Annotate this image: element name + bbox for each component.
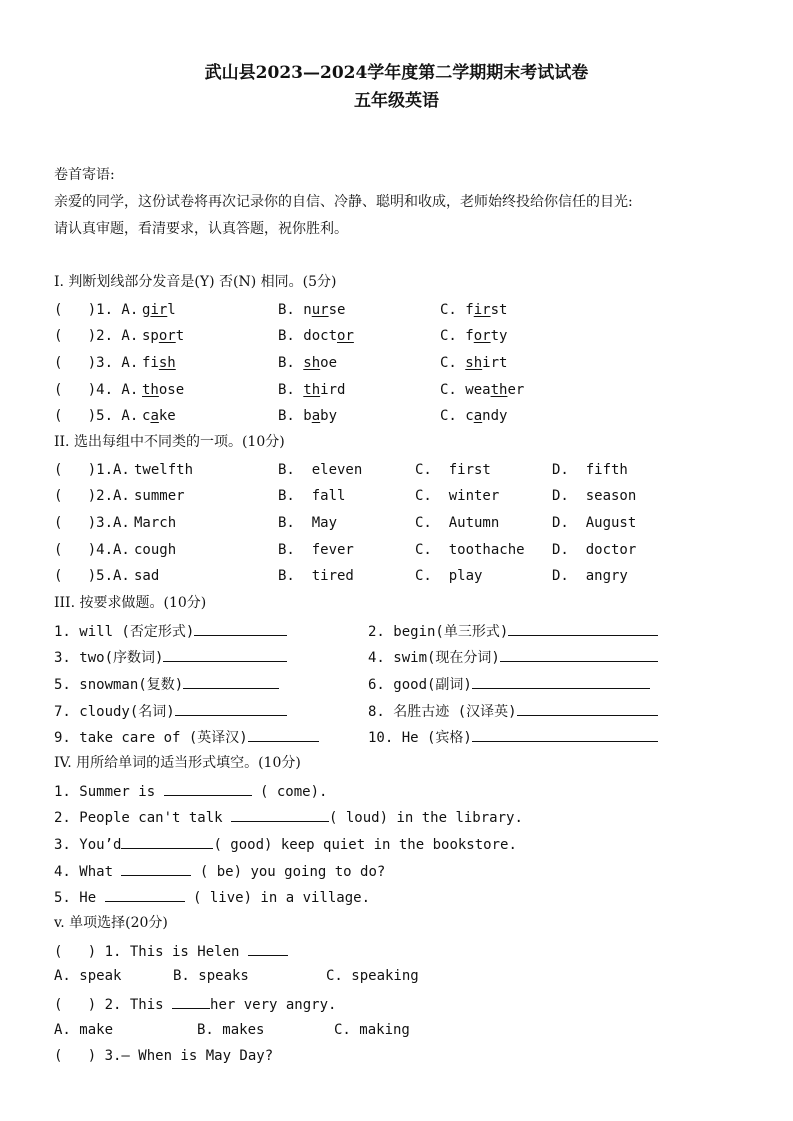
item-text: 5. snowman(复数) bbox=[54, 677, 184, 693]
option-letter: B. bbox=[278, 355, 304, 371]
fill-sentence bbox=[54, 887, 370, 907]
item-text: 3. two(序数词) bbox=[54, 650, 164, 666]
answer-blank[interactable] bbox=[163, 647, 287, 662]
answer-blank[interactable] bbox=[164, 781, 252, 796]
word-part: by bbox=[320, 408, 338, 424]
word-part: f bbox=[465, 328, 474, 344]
option-c: C. Autumn bbox=[415, 515, 500, 531]
underlined-part: ur bbox=[311, 302, 329, 318]
option-c bbox=[440, 327, 507, 345]
answer-blank[interactable] bbox=[500, 647, 658, 662]
word-part: f bbox=[465, 302, 474, 318]
option-c bbox=[440, 381, 524, 399]
option-a bbox=[142, 381, 184, 399]
option-c: C. play bbox=[415, 568, 483, 584]
fill-item-left bbox=[54, 727, 319, 747]
option-d: D. doctor bbox=[552, 542, 637, 558]
fill-item-left bbox=[54, 621, 287, 641]
option-c: C. first bbox=[415, 462, 491, 478]
option-b bbox=[278, 407, 337, 425]
option-a: summer bbox=[134, 488, 185, 504]
underlined-part: or bbox=[473, 328, 491, 344]
fill-item-right bbox=[368, 647, 658, 667]
section-5-heading: v. 单项选择(20分) bbox=[54, 915, 168, 931]
word-part: fi bbox=[142, 355, 159, 371]
word-part: l bbox=[167, 302, 176, 318]
question-5-2: ( ) 2. This her very angry. bbox=[54, 994, 336, 1014]
option-a: twelfth bbox=[134, 462, 194, 478]
sentence-end: ( live) in a village. bbox=[184, 890, 371, 906]
sentence-end: ( loud) in the library. bbox=[329, 810, 523, 826]
sentence-end: ( be) you going to do? bbox=[191, 864, 386, 880]
section-3-heading: III. 按要求做题。(10分) bbox=[54, 595, 207, 611]
intro-line-2: 请认真审题，看清要求，认真答题，祝你胜利。 bbox=[54, 221, 348, 237]
word-part: g bbox=[142, 302, 151, 318]
exam-subtitle: 五年级英语 bbox=[354, 91, 439, 111]
option-letter: B. bbox=[278, 408, 304, 424]
word-part: ose bbox=[158, 382, 185, 398]
fill-item-left bbox=[54, 701, 287, 721]
option-b: B. May bbox=[278, 515, 338, 531]
fill-item-right bbox=[368, 674, 650, 694]
answer-blank[interactable] bbox=[121, 834, 213, 849]
underlined-part: or bbox=[158, 328, 176, 344]
answer-blank[interactable] bbox=[175, 701, 287, 716]
fill-sentence bbox=[54, 807, 523, 827]
answer-blank[interactable] bbox=[172, 994, 210, 1009]
option-a bbox=[142, 301, 176, 319]
word-part: doct bbox=[303, 328, 338, 344]
option-b: B. eleven bbox=[278, 462, 363, 478]
item-text: 7. cloudy(名词) bbox=[54, 704, 175, 720]
option-b bbox=[278, 354, 337, 372]
sentence-start: 3. You’d bbox=[54, 837, 122, 853]
section-2-heading: II. 选出每组中不同类的一项。(10分) bbox=[54, 434, 285, 450]
option-letter: C. bbox=[440, 382, 466, 398]
option-c: C. toothache bbox=[415, 542, 525, 558]
word-part: c bbox=[142, 408, 151, 424]
underlined-part: ir bbox=[473, 302, 491, 318]
fill-item-right bbox=[368, 701, 658, 721]
question-number: ( )1.A. bbox=[54, 462, 130, 478]
underlined-part: or bbox=[337, 328, 354, 344]
underlined-part: sh bbox=[465, 355, 483, 371]
question-5-3: ( ) 3.— When is May Day? bbox=[54, 1048, 274, 1064]
option-d: D. angry bbox=[552, 568, 628, 584]
fill-item-left bbox=[54, 674, 279, 694]
answer-blank[interactable] bbox=[517, 701, 658, 716]
word-part: t bbox=[175, 328, 185, 344]
option-b bbox=[278, 301, 345, 319]
answer-blank[interactable] bbox=[248, 941, 288, 956]
option-d: D. August bbox=[552, 515, 637, 531]
option-a: cough bbox=[134, 542, 177, 558]
option-d: D. season bbox=[552, 488, 637, 504]
question-number: ( )2.A. bbox=[54, 488, 130, 504]
underlined-part: a bbox=[473, 408, 483, 424]
answer-blank[interactable] bbox=[183, 674, 279, 689]
fill-sentence bbox=[54, 834, 517, 854]
option-letter: B. bbox=[278, 382, 304, 398]
item-text: 2. begin(单三形式) bbox=[368, 624, 509, 640]
sentence-start: 4. What bbox=[54, 864, 122, 880]
word-part: er bbox=[507, 382, 525, 398]
question-number: ( )2. A. bbox=[54, 328, 139, 344]
option-a bbox=[142, 407, 176, 425]
underlined-part: th bbox=[490, 382, 508, 398]
option-b bbox=[278, 381, 345, 399]
option-b bbox=[278, 327, 354, 345]
section-4-heading: IV. 用所给单词的适当形式填空。(10分) bbox=[54, 755, 301, 771]
item-text: 8. 名胜古迹 (汉译英) bbox=[368, 704, 517, 720]
answer-blank[interactable] bbox=[121, 861, 191, 876]
option-c: C. speaking bbox=[326, 968, 419, 984]
option-b: B. speaks bbox=[173, 968, 249, 984]
option-letter: C. bbox=[440, 328, 466, 344]
exam-title: 武山县2023—2024学年度第二学期期末考试试卷 bbox=[204, 63, 589, 83]
word-part: irt bbox=[482, 355, 508, 371]
option-b: B. tired bbox=[278, 568, 354, 584]
fill-item-left bbox=[54, 647, 287, 667]
word-part: ird bbox=[320, 382, 346, 398]
sentence-end: ( come). bbox=[251, 784, 328, 800]
question-number: ( )1. A. bbox=[54, 302, 139, 318]
option-letter: C. bbox=[440, 355, 466, 371]
fill-sentence bbox=[54, 781, 327, 801]
word-part: oe bbox=[320, 355, 338, 371]
answer-blank[interactable] bbox=[231, 807, 329, 822]
underlined-part: sh bbox=[303, 355, 321, 371]
answer-blank[interactable] bbox=[472, 727, 658, 742]
option-b: B. makes bbox=[197, 1022, 265, 1038]
option-c bbox=[440, 354, 507, 372]
question-number: ( )5.A. bbox=[54, 568, 130, 584]
word-part: c bbox=[465, 408, 474, 424]
underlined-part: a bbox=[311, 408, 321, 424]
sentence-end: ( good) keep quiet in the bookstore. bbox=[213, 837, 517, 853]
fill-item-right bbox=[368, 727, 658, 747]
option-letter: B. bbox=[278, 302, 304, 318]
option-c: C. winter bbox=[415, 488, 500, 504]
option-c bbox=[440, 407, 507, 425]
underlined-part: ir bbox=[150, 302, 168, 318]
option-d: D. fifth bbox=[552, 462, 628, 478]
option-letter: C. bbox=[440, 302, 466, 318]
section-1-heading: I. 判断划线部分发音是(Y) 否(N) 相同。(5分) bbox=[54, 274, 337, 290]
question-number: ( )5. A. bbox=[54, 408, 139, 424]
word-part: se bbox=[328, 302, 346, 318]
item-text: 1. will (否定形式) bbox=[54, 624, 195, 640]
word-part: ke bbox=[158, 408, 176, 424]
item-text: 4. swim(现在分词) bbox=[368, 650, 500, 666]
word-part: b bbox=[303, 408, 312, 424]
fill-item-right bbox=[368, 621, 658, 641]
word-part: n bbox=[303, 302, 312, 318]
option-c: C. making bbox=[334, 1022, 410, 1038]
word-part: wea bbox=[465, 382, 491, 398]
question-number: ( )3. A. bbox=[54, 355, 139, 371]
answer-blank[interactable] bbox=[508, 621, 658, 636]
option-a bbox=[142, 354, 176, 372]
option-b: B. fall bbox=[278, 488, 346, 504]
option-a: A. speak bbox=[54, 968, 122, 984]
question-5-1: ( ) 1. This is Helen bbox=[54, 941, 288, 961]
option-a: March bbox=[134, 515, 177, 531]
sentence-start: 5. He bbox=[54, 890, 105, 906]
answer-blank[interactable] bbox=[472, 674, 650, 689]
word-part: ndy bbox=[482, 408, 508, 424]
question-number: ( )4. A. bbox=[54, 382, 139, 398]
item-text: 6. good(副词) bbox=[368, 677, 472, 693]
intro-label: 卷首寄语: bbox=[54, 167, 115, 183]
option-c bbox=[440, 301, 507, 319]
question-number: ( )4.A. bbox=[54, 542, 130, 558]
underlined-part: th bbox=[303, 382, 321, 398]
question-number: ( )3.A. bbox=[54, 515, 130, 531]
option-letter: B. bbox=[278, 328, 304, 344]
item-text: 10. He (宾格) bbox=[368, 730, 472, 746]
intro-line-1: 亲爱的同学，这份试卷将再次记录你的自信、冷静、聪明和收成，老师始终投给你信任的目光: bbox=[54, 194, 633, 210]
answer-blank[interactable] bbox=[248, 727, 319, 742]
item-text: 9. take care of (英译汉) bbox=[54, 730, 248, 746]
underlined-part: a bbox=[150, 408, 159, 424]
option-a bbox=[142, 327, 184, 345]
option-a: A. make bbox=[54, 1022, 114, 1038]
option-letter: C. bbox=[440, 408, 466, 424]
option-a: sad bbox=[134, 568, 160, 584]
word-part: ty bbox=[490, 328, 508, 344]
answer-blank[interactable] bbox=[194, 621, 287, 636]
answer-blank[interactable] bbox=[105, 887, 185, 902]
word-part: st bbox=[490, 302, 508, 318]
option-b: B. fever bbox=[278, 542, 354, 558]
word-part: sp bbox=[142, 328, 159, 344]
sentence-start: 1. Summer is bbox=[54, 784, 164, 800]
fill-sentence bbox=[54, 861, 385, 881]
underlined-part: sh bbox=[158, 355, 176, 371]
underlined-part: th bbox=[142, 382, 159, 398]
sentence-start: 2. People can't talk bbox=[54, 810, 232, 826]
